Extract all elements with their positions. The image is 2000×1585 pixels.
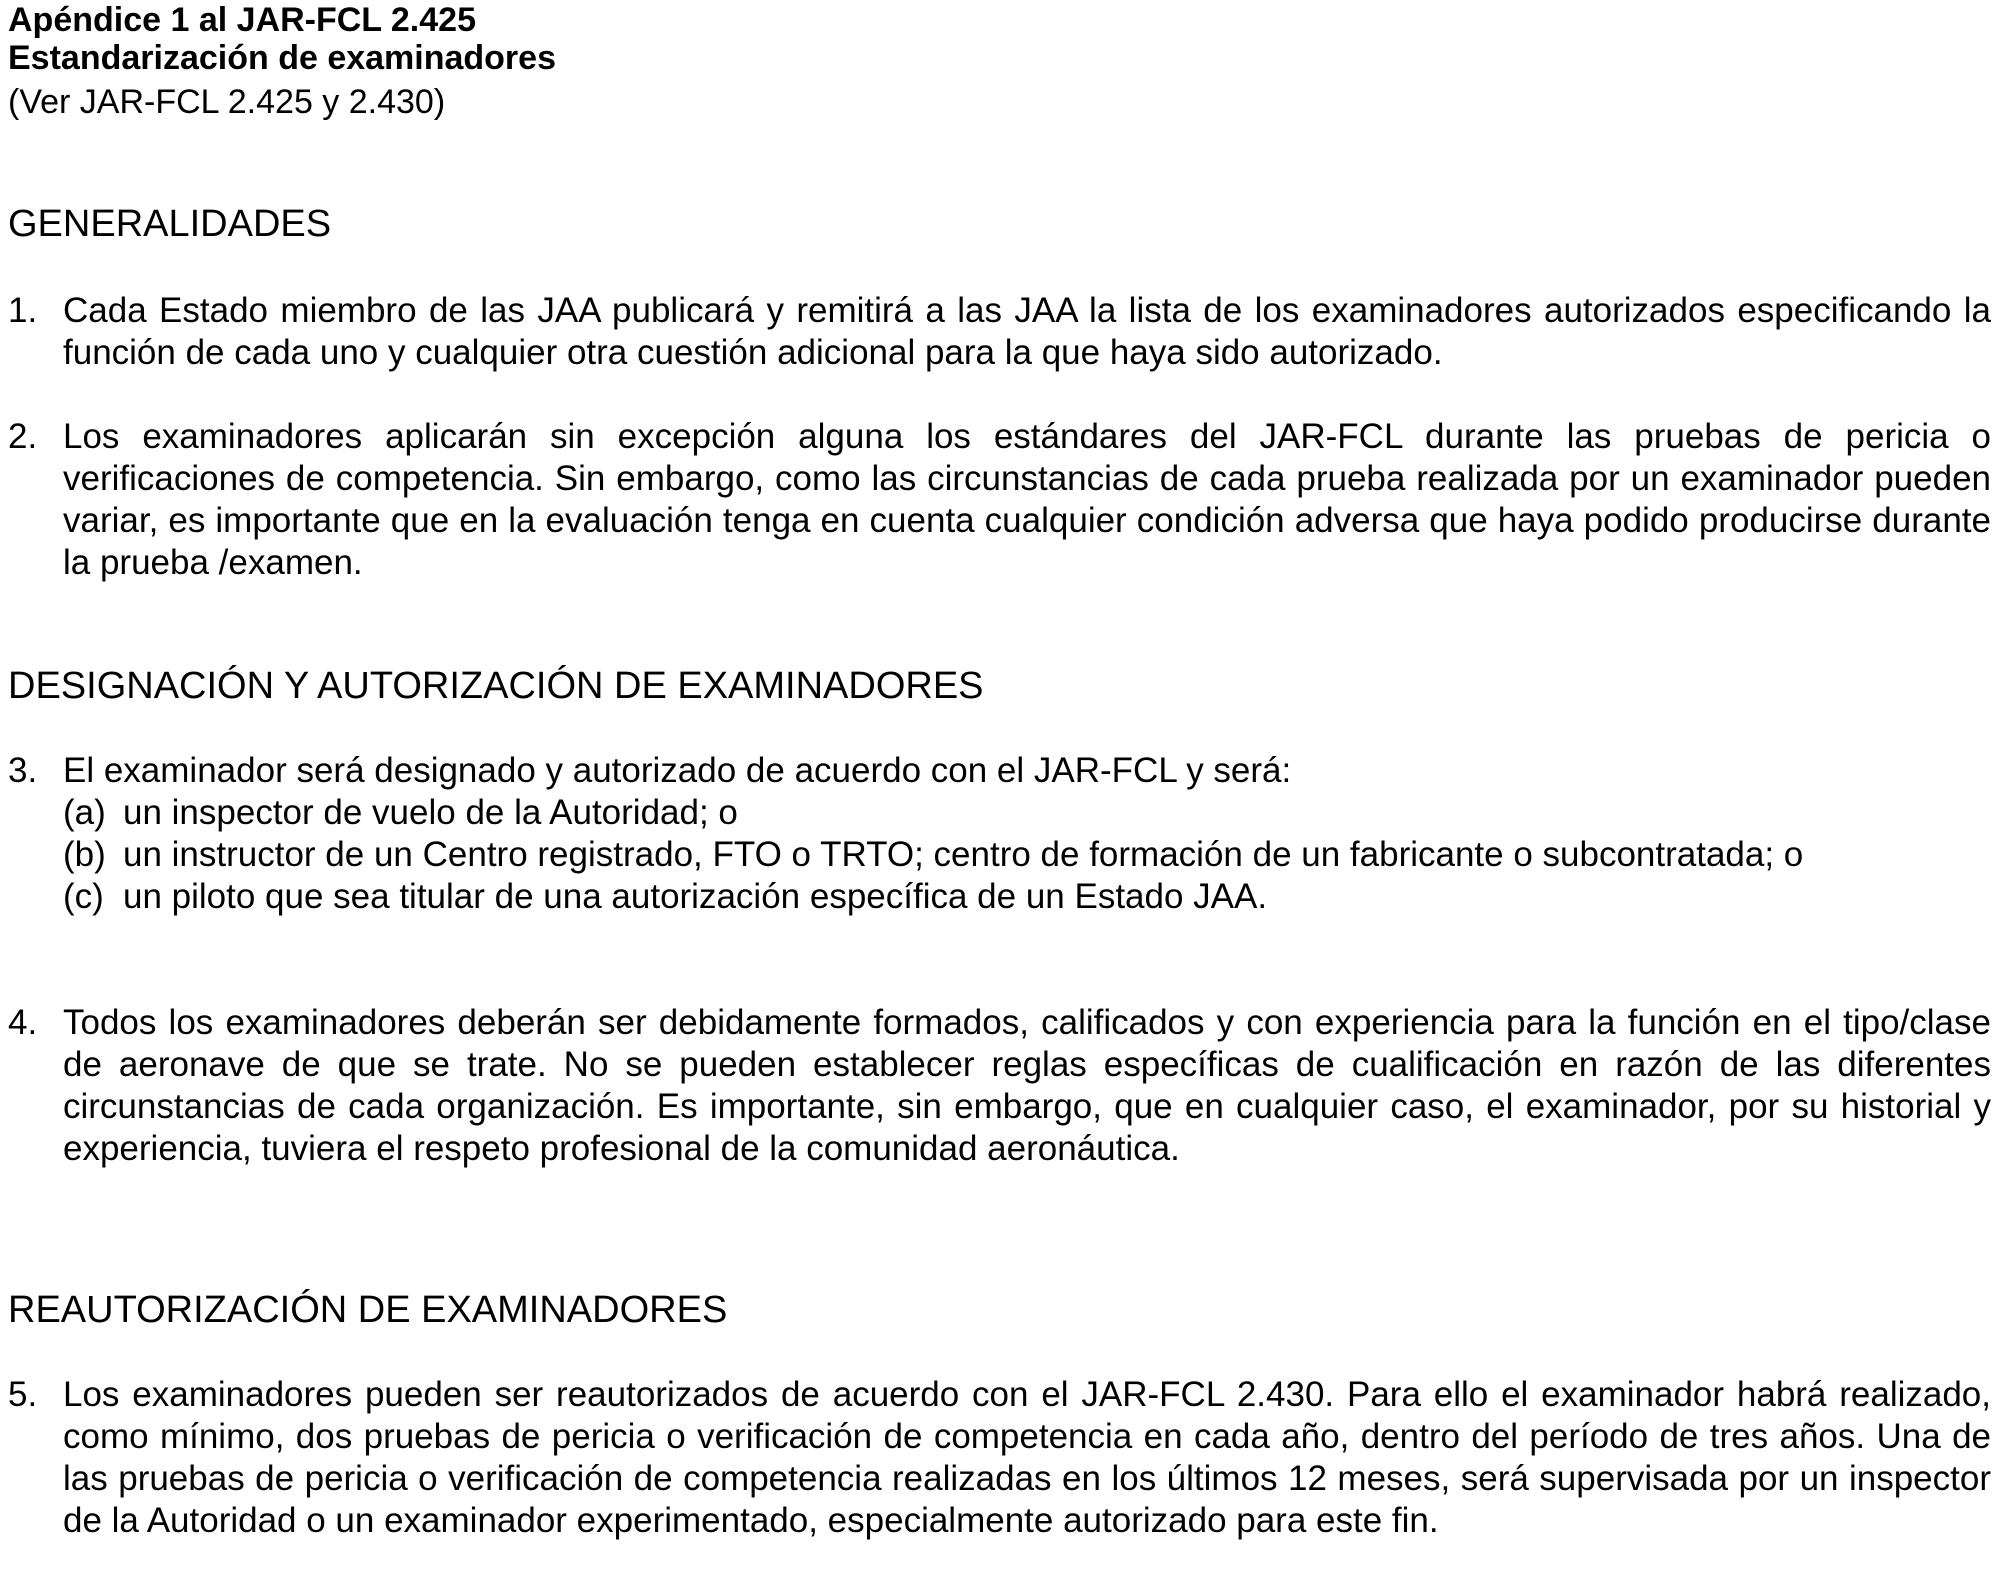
item-text: Los examinadores pueden ser reautorizados de acuerdo con el JAR-FCL 2.430. Para ello el examinador habrá realizado, como mínimo, dos pruebas de pericia o verificación de competencia en cada año, dentro del período de tres años. Una de las pruebas de pericia o verificación de competencia realizadas en los últimos 12 meses, será supervisada por un inspector de la Autoridad o un examinador experimentado, especialmente autorizado para este fin. xyxy=(63,1375,1991,1540)
item-number: 2. xyxy=(8,417,38,456)
item-text: Los examinadores aplicarán sin excepción alguna los estándares del JAR-FCL durante las pruebas de pericia o verificaciones de competencia. Sin embargo, como las circunstancias de cada prueba realizada por un examinador pueden variar, es importante que en la evaluación tenga en cuenta cualquier condición adversa que haya podido producirse durante la prueba /examen. xyxy=(63,417,1991,582)
item-text: Todos los examinadores deberán ser debidamente formados, calificados y con experiencia para la función en el tipo/clase de aeronave de que se trate. No se pueden establecer reglas específicas de cualificación en razón de las diferentes circunstancias de cada organización. Es importante, sin embargo, que en cualquier caso, el examinador, por su historial y experiencia, tuviera el respeto profesional de la comunidad aeronáutica. xyxy=(63,1003,1991,1168)
subitem-c xyxy=(63,876,1991,918)
section-heading-reautorizacion: REAUTORIZACIÓN DE EXAMINADORES xyxy=(8,1289,728,1331)
subitem-b xyxy=(63,834,1991,876)
subitem-label: (b) xyxy=(63,835,106,874)
section-heading-designacion: DESIGNACIÓN Y AUTORIZACIÓN DE EXAMINADORES xyxy=(8,665,984,707)
appendix-subtitle: Estandarización de examinadores xyxy=(8,39,556,77)
subitem-text: un piloto que sea titular de una autorización específica de un Estado JAA. xyxy=(123,877,1268,916)
item-text: Cada Estado miembro de las JAA publicará y remitirá a las JAA la lista de los examinadores autorizados especificando la función de cada uno y cualquier otra cuestión adicional para la que haya sido autorizado. xyxy=(63,291,1991,372)
subitem-label: (a) xyxy=(63,793,106,832)
list-item-1 xyxy=(8,290,1991,374)
list-item-3 xyxy=(8,750,1991,918)
subitem-text: un instructor de un Centro registrado, FTO o TRTO; centro de formación de un fabricante o subcontratada; o xyxy=(123,835,1804,874)
subitem-text: un inspector de vuelo de la Autoridad; o xyxy=(123,793,738,832)
list-item-2 xyxy=(8,416,1991,584)
appendix-title: Apéndice 1 al JAR-FCL 2.425 xyxy=(8,1,476,39)
item-intro-text: El examinador será designado y autorizado de acuerdo con el JAR-FCL y será: xyxy=(63,751,1292,790)
list-item-5 xyxy=(8,1374,1991,1542)
subitem-a xyxy=(63,792,1991,834)
section-heading-generalidades: GENERALIDADES xyxy=(8,203,332,245)
subitem-label: (c) xyxy=(63,877,104,916)
appendix-reference: (Ver JAR-FCL 2.425 y 2.430) xyxy=(8,83,446,121)
item-number: 4. xyxy=(8,1003,38,1042)
item-number: 1. xyxy=(8,291,38,330)
list-item-4 xyxy=(8,1002,1991,1170)
item-number: 3. xyxy=(8,751,38,790)
item-text xyxy=(63,750,1991,918)
item-number: 5. xyxy=(8,1375,38,1414)
